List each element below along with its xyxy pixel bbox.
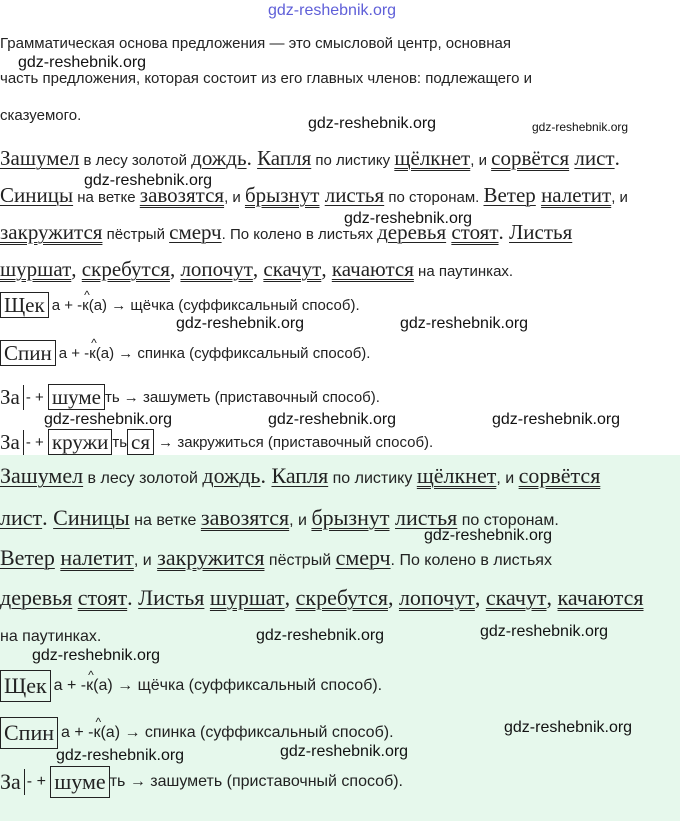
watermark: gdz-reshebnik.org	[268, 411, 397, 428]
watermark: gdz-reshebnik.org	[56, 747, 185, 764]
text: пёстрый	[264, 552, 336, 569]
suffix-mark: ^ к	[93, 724, 100, 742]
prefix-mark: За	[0, 385, 24, 410]
predicate-word: шуршат	[0, 257, 72, 281]
definition-line-1: Грамматическая основа предложения — это смысловой центр, основная	[0, 35, 511, 52]
sentence-line-3	[0, 220, 572, 245]
text: .	[127, 585, 139, 610]
text: по сторонам.	[457, 512, 564, 529]
predicate-word: щёлкнет	[416, 463, 497, 488]
subject-word: лист	[574, 146, 615, 170]
predicate-word: Зашумел	[0, 463, 84, 488]
text: а + -	[53, 677, 87, 694]
root-box: Щек	[0, 670, 51, 702]
text: - +	[25, 433, 48, 451]
text: ть → зашуметь (приставочный способ).	[109, 773, 403, 790]
subject-word: смерч	[335, 545, 391, 570]
predicate-word: сорвётся	[518, 463, 601, 488]
subject-word: Капля	[271, 463, 329, 488]
sentence-line-1	[0, 146, 620, 171]
predicate-word: налетит	[60, 545, 134, 570]
subject-word: Синицы	[53, 505, 130, 530]
text: в лесу золотой	[83, 470, 203, 487]
watermark: gdz-reshebnik.org	[176, 315, 305, 332]
subject-word: дождь	[202, 463, 261, 488]
text: ,	[252, 257, 264, 281]
postfix-box: ся	[127, 429, 154, 455]
derivation-zakruzhitsya	[0, 429, 433, 455]
watermark: gdz-reshebnik.org	[256, 627, 385, 644]
text: , и	[289, 512, 312, 529]
derivation-zashumet-large	[0, 766, 403, 798]
text: пёстрый	[102, 226, 170, 243]
watermark: gdz-reshebnik.org	[344, 210, 473, 227]
predicate-word: Зашумел	[0, 146, 80, 170]
text: .	[260, 463, 272, 488]
text: , и	[496, 470, 519, 487]
text: ,	[169, 257, 181, 281]
watermark: gdz-reshebnik.org	[424, 527, 553, 544]
predicate-word: скребутся	[81, 257, 170, 281]
text: . По колено в листьях	[390, 552, 557, 569]
text: ,	[546, 585, 558, 610]
text: (а) → щёчка (суффиксальный способ).	[93, 677, 383, 694]
text: (а) → щёчка (суффиксальный способ).	[88, 296, 360, 314]
predicate-word: налетит	[541, 183, 612, 207]
predicate-word: стоят	[451, 220, 499, 244]
predicate-word: брызнут	[244, 183, 320, 207]
predicate-word: шуршат	[209, 585, 285, 610]
subject-word: деревья	[377, 220, 447, 244]
text: ,	[71, 257, 82, 281]
root-box: кружи	[48, 429, 112, 455]
subject-word: лист	[0, 505, 43, 530]
text: на ветке	[129, 512, 201, 529]
subject-word: Синицы	[0, 183, 74, 207]
definition-line-3: сказуемого.	[0, 107, 82, 124]
predicate-word: закружится	[157, 545, 265, 570]
text: .	[498, 220, 510, 244]
root-box: Спин	[0, 340, 56, 366]
predicate-word: завозятся	[139, 183, 225, 207]
text: а + -	[61, 724, 94, 741]
text: ,	[284, 585, 296, 610]
watermark: gdz-reshebnik.org	[32, 647, 161, 664]
derivation-zashumet	[0, 384, 380, 410]
text: на паутинках.	[413, 263, 514, 280]
sentence-line-4-large	[0, 585, 644, 611]
text: . По колено в листьях	[221, 226, 378, 243]
subject-word: Листья	[138, 585, 205, 610]
text: по листику	[328, 470, 417, 487]
root-box: шуме	[50, 766, 109, 798]
sentence-line-3-large	[0, 545, 556, 571]
predicate-word: скачут	[485, 585, 547, 610]
subject-word: деревья	[0, 585, 73, 610]
watermark: gdz-reshebnik.org	[84, 172, 213, 189]
subject-word: Капля	[257, 146, 312, 170]
subject-word: смерч	[169, 220, 222, 244]
watermark: gdz-reshebnik.org	[44, 411, 173, 428]
suffix-mark: ^ к	[86, 677, 93, 695]
watermark: gdz-reshebnik.org	[18, 54, 147, 71]
text: в лесу золотой	[79, 152, 192, 169]
sentence-line-4	[0, 257, 513, 282]
text: - +	[25, 388, 48, 406]
derivation-schechka-large	[0, 670, 382, 702]
subject-word: листья	[395, 505, 458, 530]
predicate-word: брызнут	[311, 505, 390, 530]
text: (а) → спинка (суффиксальный способ).	[95, 344, 371, 362]
prefix-mark: За	[0, 430, 24, 455]
text: , и	[611, 189, 628, 206]
subject-word: Ветер	[0, 545, 55, 570]
predicate-word: скачут	[263, 257, 322, 281]
predicate-word: качаются	[331, 257, 414, 281]
predicate-word: завозятся	[200, 505, 290, 530]
watermark: gdz-reshebnik.org	[480, 623, 609, 640]
text: а + -	[51, 296, 83, 314]
watermark: gdz-reshebnik.org	[308, 115, 437, 132]
sentence-line-1-large	[0, 463, 600, 489]
watermark: gdz-reshebnik.org	[280, 743, 409, 760]
subject-word: листья	[324, 183, 385, 207]
prefix-mark: За	[0, 769, 25, 795]
text: (а) → спинка (суффиксальный способ).	[100, 724, 394, 741]
text: ть → зашуметь (приставочный способ).	[104, 388, 380, 406]
text: ,	[474, 585, 486, 610]
subject-word: Листья	[509, 220, 573, 244]
sentence-line-5-large: на паутинках.	[0, 628, 102, 645]
derivation-spinka	[0, 340, 370, 366]
suffix-mark: ^ к	[89, 345, 96, 362]
predicate-word: скребутся	[295, 585, 388, 610]
text: , и	[224, 189, 245, 206]
text: → закружиться (приставочный способ).	[154, 433, 434, 451]
predicate-word: качаются	[557, 585, 644, 610]
text: по листику	[311, 152, 395, 169]
predicate-word: стоят	[77, 585, 128, 610]
predicate-word: лопочут	[398, 585, 475, 610]
watermark: gdz-reshebnik.org	[400, 315, 529, 332]
subject-word: Ветер	[483, 183, 536, 207]
predicate-word: щёлкнет	[394, 146, 471, 170]
text: по сторонам.	[384, 189, 484, 206]
watermark: gdz-reshebnik.org	[532, 120, 629, 134]
definition-line-2: часть предложения, которая состоит из его главных членов: подлежащего и	[0, 70, 532, 87]
text: ,	[321, 257, 332, 281]
text: на ветке	[73, 189, 140, 206]
text: , и	[133, 552, 152, 569]
text: .	[614, 146, 620, 170]
text: .	[246, 146, 258, 170]
root-box: шуме	[48, 384, 105, 410]
predicate-word: сорвётся	[491, 146, 570, 170]
text: - +	[26, 773, 51, 790]
predicate-word: лопочут	[180, 257, 253, 281]
suffix-mark: ^ к	[82, 297, 89, 314]
subject-word: дождь	[191, 146, 247, 170]
text: а + -	[58, 344, 90, 362]
text: ,	[387, 585, 399, 610]
root-box: Спин	[0, 717, 58, 749]
text: ть	[112, 433, 128, 451]
text: , и	[470, 152, 492, 169]
watermark: gdz-reshebnik.org	[504, 719, 633, 736]
root-box: Щек	[0, 292, 49, 318]
watermark-header: gdz-reshebnik.org	[268, 2, 397, 19]
watermark: gdz-reshebnik.org	[492, 411, 621, 428]
predicate-word: закружится	[0, 220, 103, 244]
text: .	[42, 505, 54, 530]
